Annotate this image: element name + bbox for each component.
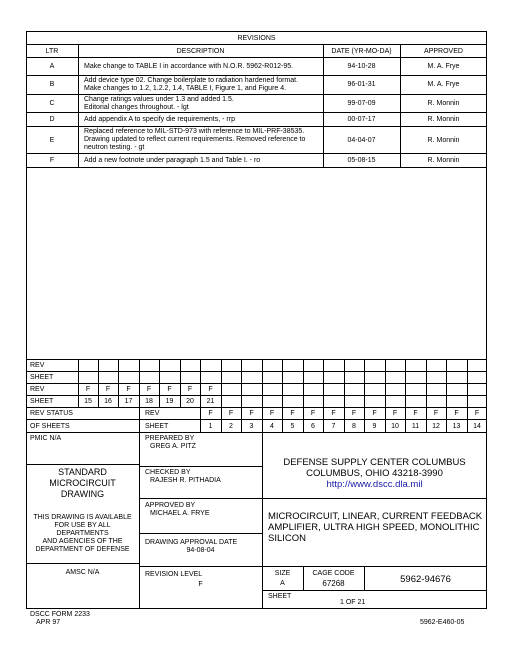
status-cell: F xyxy=(146,386,152,393)
status-cell: F xyxy=(474,410,480,417)
revision-desc: neutron testing. - gt xyxy=(84,144,145,151)
status-cell: F xyxy=(228,410,234,417)
status-rev-label: REV xyxy=(30,386,45,393)
status-cell: 3 xyxy=(249,423,254,430)
status-cell: 5 xyxy=(290,423,295,430)
availability-text: DEPARTMENTS xyxy=(56,530,109,537)
revision-date: 99-07-09 xyxy=(347,100,376,107)
form-date: APR 97 xyxy=(36,619,61,626)
revision-ltr: A xyxy=(49,63,55,70)
status-cell: F xyxy=(187,386,193,393)
status-cell: F xyxy=(126,386,131,393)
agency-name: DEFENSE SUPPLY CENTER COLUMBUS xyxy=(283,457,466,468)
availability-text: FOR USE BY ALL xyxy=(54,522,111,529)
status-cell: 13 xyxy=(452,423,461,430)
status-cell: F xyxy=(454,410,459,417)
cage-code-label: CAGE CODE xyxy=(312,570,355,577)
header-date: DATE (YR-MO-DA) xyxy=(331,48,392,55)
status-cell: F xyxy=(208,386,213,393)
drawing-title: SILICON xyxy=(268,533,307,544)
revision-level: F xyxy=(198,581,203,588)
agency-url-link[interactable]: http://www.dscc.dla.mil xyxy=(326,479,423,490)
revision-desc: Editorial changes throughout. - lgt xyxy=(84,104,189,111)
prepared-by-name: GREG A. PITZ xyxy=(150,443,196,450)
rev-status-label: REV STATUS xyxy=(30,410,73,417)
status-cell: 21 xyxy=(206,398,215,405)
availability-text: THIS DRAWING IS AVAILABLE xyxy=(33,514,132,521)
status-cell: F xyxy=(392,410,398,417)
status-cell: 8 xyxy=(352,423,356,430)
agency-address: COLUMBUS, OHIO 43218-3990 xyxy=(306,468,443,479)
status-cell: F xyxy=(167,386,172,393)
status-cell: F xyxy=(310,410,316,417)
standard-label: STANDARD xyxy=(58,467,107,477)
status-cell: 6 xyxy=(311,423,315,430)
revision-desc: Make changes to 1.2, 1.2.2, 1.4, TABLE I, Figure 1, and Figure 4. xyxy=(84,85,287,92)
status-sheet-label: SHEET xyxy=(30,374,54,381)
sheet-label: SHEET xyxy=(268,593,292,600)
revision-desc: Change ratings values under 1.3 and added 1.5. xyxy=(84,96,234,103)
status-cell: 7 xyxy=(331,423,336,430)
status-cell: 10 xyxy=(391,423,399,430)
revision-approver: M. A. Frye xyxy=(427,63,460,70)
status-cell: F xyxy=(372,410,377,417)
size-value: A xyxy=(280,580,285,587)
status-cell: F xyxy=(269,410,275,417)
status-sheet-label: SHEET xyxy=(145,423,169,430)
revision-ltr: E xyxy=(49,137,55,144)
availability-text: DEPARTMENT OF DEFENSE xyxy=(35,546,130,553)
approved-by-label: APPROVED BY xyxy=(145,502,196,509)
revision-ltr: D xyxy=(49,116,55,123)
availability-text: AND AGENCIES OF THE xyxy=(42,538,123,545)
revision-ltr: C xyxy=(49,100,55,107)
amsc-label: AMSC N/A xyxy=(65,569,100,576)
header-ltr: LTR xyxy=(45,48,59,55)
status-cell: 1 xyxy=(208,423,213,430)
revision-approver: R. Monnin xyxy=(427,100,460,107)
status-cell: 9 xyxy=(372,423,377,430)
revision-approver: R. Monnin xyxy=(427,116,460,123)
checked-by-label: CHECKED BY xyxy=(145,469,191,476)
header-description: DESCRIPTION xyxy=(176,48,225,55)
revision-approver: M. A. Frye xyxy=(427,81,460,88)
status-cell: F xyxy=(85,386,91,393)
status-cell: F xyxy=(351,410,357,417)
form-number: DSCC FORM 2233 xyxy=(30,611,90,618)
of-sheets-label: OF SHEETS xyxy=(30,423,70,430)
revision-date: 00-07-17 xyxy=(347,116,376,123)
status-cell: F xyxy=(413,410,418,417)
revision-desc: Make change to TABLE I in accordance with N.O.R. 5962-R012-95. xyxy=(84,63,294,70)
revision-desc: Add device type 02. Change boilerplate to radiation hardened format. xyxy=(84,77,299,84)
status-cell: F xyxy=(249,410,254,417)
status-cell: 2 xyxy=(229,423,233,430)
drawing-title: MICROCIRCUIT, LINEAR, CURRENT FEEDBACK xyxy=(268,511,483,522)
status-rev-label: REV xyxy=(145,410,160,417)
status-cell: 11 xyxy=(411,423,420,430)
document-code: 5962-E460-05 xyxy=(420,619,465,626)
revision-approver: R. Monnin xyxy=(427,137,460,144)
status-cell: 16 xyxy=(104,398,112,405)
revision-approver: R. Monnin xyxy=(427,157,460,164)
revision-level-label: REVISION LEVEL xyxy=(145,571,203,578)
revision-desc: Add appendix A to specify die requirements, - rrp xyxy=(84,116,235,123)
status-rev-label: REV xyxy=(30,362,45,369)
revision-date: 05-08-15 xyxy=(347,157,376,164)
revision-desc: Replaced reference to MIL-STD-973 with reference to MIL-PRF-38535. xyxy=(84,128,305,135)
drawing-number: 5962-94676 xyxy=(400,574,451,585)
standard-label: DRAWING xyxy=(60,489,105,499)
revision-desc: Drawing updated to reflect current requirements. Removed reference to xyxy=(84,136,306,143)
cage-code-value: 67268 xyxy=(322,579,345,588)
status-cell: 18 xyxy=(145,398,153,405)
status-cell: 15 xyxy=(84,398,92,405)
status-cell: F xyxy=(433,410,439,417)
status-cell: F xyxy=(331,410,336,417)
approval-date-label: DRAWING APPROVAL DATE xyxy=(145,539,238,546)
approved-by-name: MICHAEL A. FRYE xyxy=(150,510,210,517)
status-cell: F xyxy=(208,410,213,417)
status-cell: 12 xyxy=(432,423,440,430)
sheet-of-value: 1 OF 21 xyxy=(340,599,366,606)
status-cell: F xyxy=(290,410,295,417)
status-cell: 17 xyxy=(124,398,133,405)
approval-date: 94-08-04 xyxy=(186,547,215,554)
revision-ltr: B xyxy=(49,81,55,88)
status-cell: 19 xyxy=(165,398,174,405)
standard-label: MICROCIRCUIT xyxy=(49,478,116,488)
status-sheet-label: SHEET xyxy=(30,398,54,405)
status-cell: 4 xyxy=(270,423,274,430)
status-cell: 14 xyxy=(473,423,481,430)
header-approved: APPROVED xyxy=(424,48,463,55)
size-label: SIZE xyxy=(274,570,291,577)
revisions-title: REVISIONS xyxy=(237,35,276,42)
status-cell: F xyxy=(105,386,111,393)
checked-by-name: RAJESH R. PITHADIA xyxy=(150,477,221,484)
status-cell: 20 xyxy=(186,398,194,405)
revision-date: 04-04-07 xyxy=(347,137,376,144)
revision-date: 94-10-28 xyxy=(347,63,376,70)
revision-ltr: F xyxy=(49,157,55,164)
prepared-by-label: PREPARED BY xyxy=(145,435,195,442)
revision-desc: Add a new footnote under paragraph 1.5 and Table I. - ro xyxy=(84,157,261,164)
pmic-label: PMIC N/A xyxy=(30,435,62,442)
revision-date: 96-01-31 xyxy=(347,81,376,88)
drawing-title: AMPLIFIER, ULTRA HIGH SPEED, MONOLITHIC xyxy=(268,522,480,533)
